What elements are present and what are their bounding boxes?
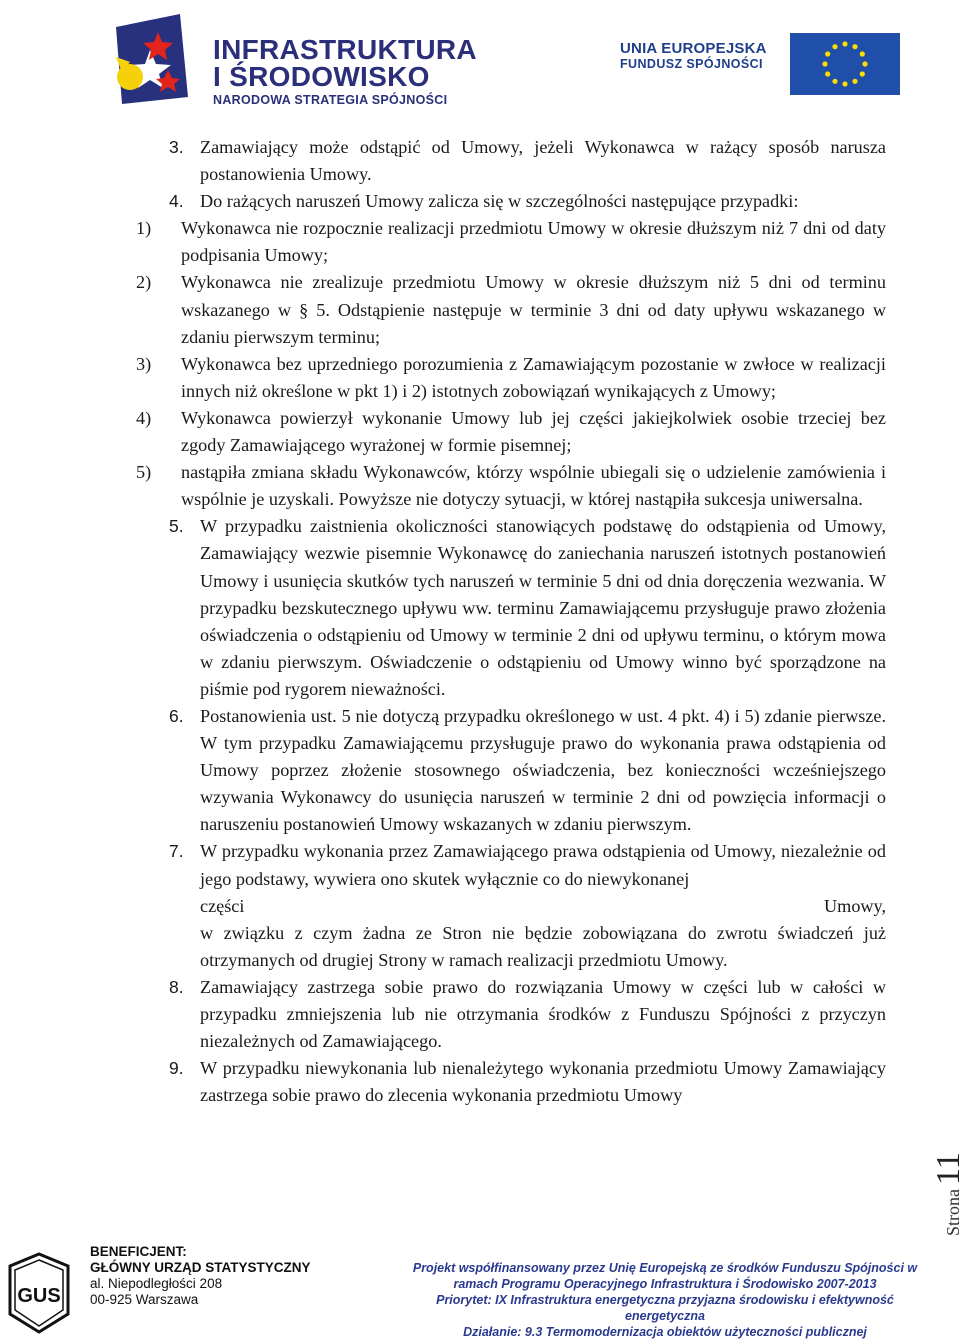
beneficiary-block: BENEFICJENT: GŁÓWNY URZĄD STATYSTYCZNY al. Niepodległości 208 00-925 Warszawa [90, 1244, 311, 1307]
gap-line: części Umowy, [200, 895, 886, 916]
page-number: Strona 11 [930, 1152, 967, 1236]
sub-list-item: 4) Wykonawca powierzył wykonanie Umowy lub jej części jakiejkolwiek osobie trzeciej bez zgody Zamawiającego wyrażonej w formie pisemnej; [136, 407, 886, 456]
list-item: 3. Zamawiający może odstąpić od Umowy, jeżeli Wykonawca w rażący sposób narusza postanowienia Umowy. [169, 137, 886, 185]
list-item: 8. Zamawiający zastrzega sobie prawo do rozwiązania Umowy w części lub w całości w przypadku zmniejszenia lub nie otrzymania środków z Funduszu Spójności z przyczyn niezależnych od Zamawiającego. [169, 976, 886, 1052]
gus-logo-icon [6, 1252, 72, 1334]
infrastruktura-wordmark: INFRASTRUKTURA I ŚRODOWISKO NARODOWA STRATEGIA SPÓJNOŚCI [213, 34, 477, 107]
eu-star [852, 44, 857, 49]
list-item: 7. W przypadku wykonania przez Zamawiającego prawa odstąpienia od Umowy, niezależnie od jego podstawy, wywiera ono skutek wyłącznie co do niewykonanej części Umowy, w związku z czym żadna ze Stron nie będzie zobowiązana do zwrotu świadczeń już otrzymanych od drugiej Strony w ramach realizacji przedmiotu Umowy. [169, 841, 886, 970]
eu-star [852, 79, 857, 84]
eu-star [822, 61, 827, 66]
list-item: 9. W przypadku niewykonania lub nienależytego wykonania przedmiotu Umowy Zamawiający zastrzega sobie prawo do zlecenia wykonania przedmiotu Umowy [169, 1058, 886, 1106]
eu-star [860, 51, 865, 56]
eu-flag-icon [790, 33, 900, 95]
eu-star [860, 71, 865, 76]
eu-star [832, 79, 837, 84]
sub-list-item: 3) Wykonawca bez uprzedniego porozumienia z Zamawiającym pozostanie w zwłoce w realizacji innych niż określone w pkt 1) i 2) istotnych zobowiązań wynikających z Umowy; [136, 353, 886, 401]
eu-star [832, 44, 837, 49]
page-footer [0, 1238, 960, 1342]
project-info: Projekt współfinansowany przez Unię Europejską ze środków Funduszu Spójności w ramach Programu Operacyjnego Infrastruktura i Środowisko 2007-2013 Priorytet: IX Infrastruktura energetyczna przyjazna środowisku i efektywność energetyczna Działanie: 9.3 Termomodernizacja obiektów użyteczności publicznej [412, 1261, 918, 1339]
sub-list-item: 1) Wykonawca nie rozpocznie realizacji przedmiotu Umowy w okresie dłuższym niż 7 dni od daty podpisania Umowy; [136, 218, 886, 266]
page-header [0, 0, 960, 120]
gus-logo-text: GUS [17, 1285, 61, 1307]
list-item: 4. Do rażących naruszeń Umowy zalicza się w szczególności następujące przypadki: [169, 191, 799, 212]
sub-list-item: 5) nastąpiła zmiana składu Wykonawców, którzy wspólnie ubiegali się o udzielenie zamówienia i wspólnie je uzyskali. Powyższe nie dotyczy sytuacji, w której nastąpiła sukcesja uniwersalna. [136, 462, 886, 510]
eu-wordmark: UNIA EUROPEJSKA FUNDUSZ SPÓJNOŚCI [620, 40, 767, 71]
eu-star [825, 71, 830, 76]
eu-star [842, 41, 847, 46]
eu-star [825, 51, 830, 56]
contract-body [136, 134, 886, 1109]
list-item: 5. W przypadku zaistnienia okoliczności stanowiących podstawę do odstąpienia od Umowy, Zamawiający wezwie pisemnie Wykonawcę do zaniechania naruszeń istotnych postanowień Umowy i usunięcia skutków tych naruszeń w terminie 5 dni od dnia doręczenia wezwania. W przypadku bezskutecznego upływu ww. terminu Zamawiającemu przysługuje prawo złożenia oświadczenia o odstąpieniu od Umowy w terminie 2 dni od upływu terminu, o którym mowa w zdaniu pierwszym. Oświadczenie o odstąpieniu od Umowy winno być sporządzone na piśmie pod rygorem nieważności. [169, 516, 886, 699]
eu-star [842, 81, 847, 86]
list-item: 6. Postanowienia ust. 5 nie dotyczą przypadku określonego w ust. 4 pkt. 4) i 5) zdanie pierwsze. W tym przypadku Zamawiającemu przysługuje prawo do wykonania prawa odstąpienia od Umowy poprzez złożenie stosownego oświadczenia, bez konieczności wcześniejszego wzywania Wykonawcy do usunięcia naruszeń w terminie 2 dni od powzięcia informacji o naruszeniu postanowień Umowy wskazanych w zdaniu pierwszym. [169, 705, 886, 835]
eu-star [862, 61, 867, 66]
sub-list-item: 2) Wykonawca nie zrealizuje przedmiotu Umowy w okresie dłuższym niż 5 dni od terminu wskazanego w § 5. Odstąpienie następuje w terminie 3 dni od daty upływu wskazanego w zdaniu pierwszym terminu; [136, 272, 886, 347]
